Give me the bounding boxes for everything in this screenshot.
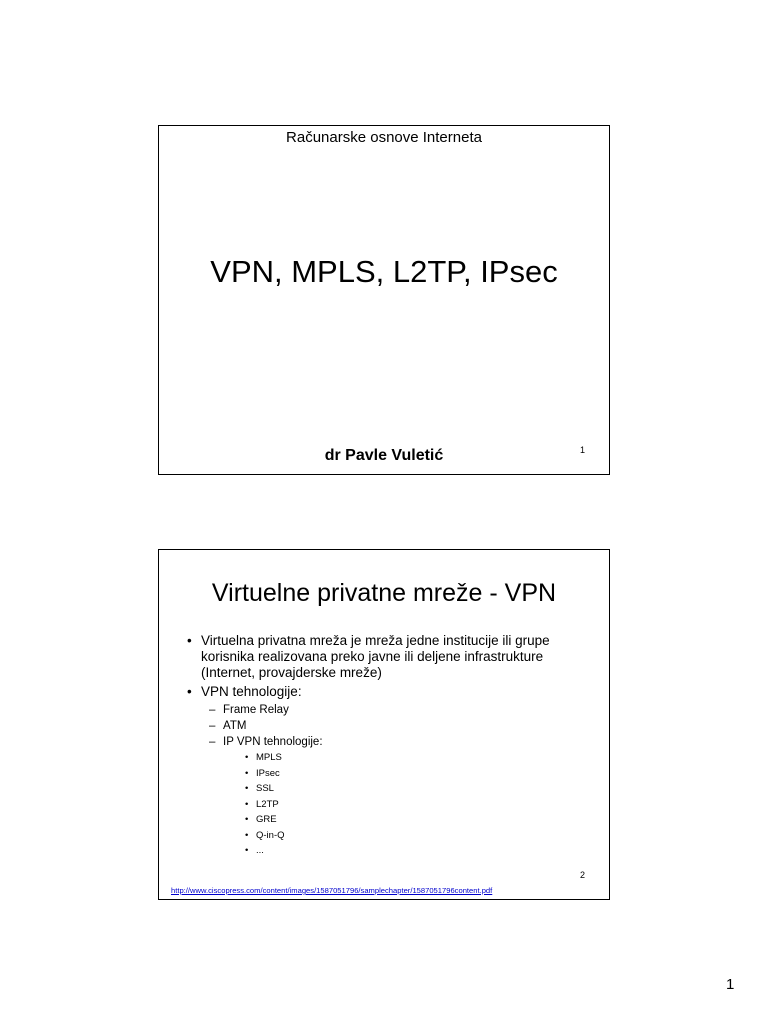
sub-bullet-ip-vpn [209,734,597,859]
bullet-vpn-technologies [187,684,597,859]
ip-vpn-item-q-in-q: • Q-in-Q [245,828,597,844]
slide-1-subtitle: Računarske osnove Interneta [286,129,482,146]
ip-vpn-item-ssl: • SSL [245,781,597,797]
bullet-vpn-definition: • Virtuelna privatna mreža je mreža jedne institucije ili grupe korisnika realizovana preko javne ili deljene infrastrukture (Internet, provajderske mreže) [187,633,597,681]
ip-vpn-technologies-list [223,750,597,859]
vpn-technologies-list [201,702,597,859]
ip-vpn-item-more: • ... [245,843,597,859]
sub-bullet-atm: – ATM [209,718,597,734]
ip-vpn-item-gre: • GRE [245,812,597,828]
page-number: 1 [726,976,735,993]
slide-1-title: VPN, MPLS, L2TP, IPsec [210,254,558,289]
ip-vpn-item-ipsec: • IPsec [245,766,597,782]
slide-2-bullet-list [187,633,597,862]
slide-2-number: 2 [579,870,585,880]
source-link[interactable]: http://www.ciscopress.com/content/images/1587051796/samplechapter/1587051796content.pdf [171,886,493,895]
ip-vpn-item-l2tp: • L2TP [245,797,597,813]
slide-1-author: dr Pavle Vuletić [324,447,444,464]
slide-1 [158,125,610,475]
bullet-vpn-technologies-label: VPN tehnologije: [201,684,302,699]
slide-2-title: Virtuelne privatne mreže - VPN [211,579,557,607]
slide-1-number: 1 [579,445,585,455]
sub-bullet-frame-relay: – Frame Relay [209,702,597,718]
sub-bullet-ip-vpn-label: IP VPN tehnologije: [223,736,323,748]
slide-2 [158,549,610,900]
ip-vpn-item-mpls: • MPLS [245,750,597,766]
